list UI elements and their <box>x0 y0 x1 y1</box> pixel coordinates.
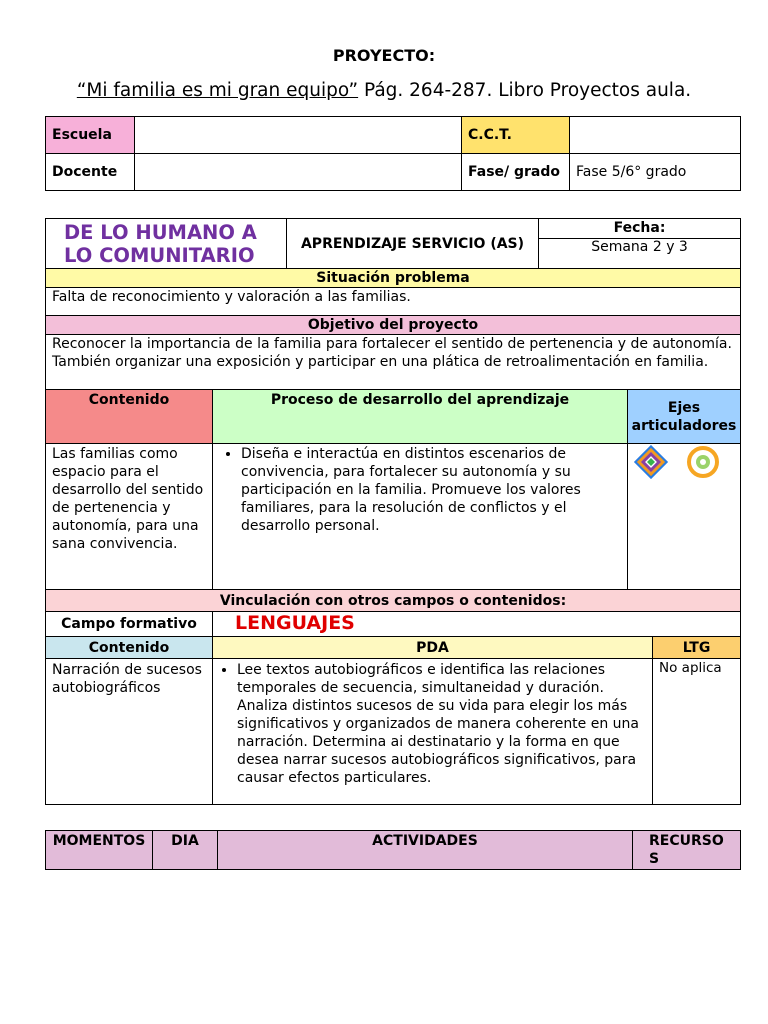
cct-label: C.C.T. <box>462 117 570 154</box>
fase-label: Fase/ grado <box>462 154 570 191</box>
docente-label: Docente <box>46 154 135 191</box>
pda-text: • Lee textos autobiográficos e identifica las relaciones temporales de secuencia, simultaneidad y duración. Analiza distintos sucesos de su vida para elegir los más significativos y organizados de manera coherente en una narración. Determina ai destinatario y la forma en que desea narrar sucesos autobiográficos significativos, para causar efectos particulares. <box>237 661 646 787</box>
contenido2-header: Contenido <box>46 637 213 659</box>
project-subtitle <box>0 80 768 101</box>
situacion-label: Situación problema <box>46 269 741 288</box>
escuela-field[interactable] <box>135 117 462 154</box>
inclusion-diamond-icon <box>634 445 668 484</box>
project-pages: Pág. 264-287. Libro Proyectos aula. <box>358 80 692 101</box>
project-table <box>45 218 741 805</box>
contenido-header: Contenido <box>46 390 213 444</box>
docente-field[interactable] <box>135 154 462 191</box>
campo-formativo-label: Campo formativo <box>46 612 213 637</box>
ltg-text: No aplica <box>653 659 741 805</box>
fecha-label: Fecha: <box>539 219 741 239</box>
cct-field[interactable] <box>570 117 741 154</box>
campo-formativo-value: LENGUAJES <box>235 612 355 634</box>
recursos-header: RECURSOS <box>633 831 741 870</box>
activities-table <box>45 830 741 870</box>
proceso-cell <box>213 444 628 590</box>
campo-formativo-title: DE LO HUMANO A LO COMUNITARIO <box>46 219 287 269</box>
pda-header: PDA <box>213 637 653 659</box>
metodologia: APRENDIZAJE SERVICIO (AS) <box>287 219 539 269</box>
escuela-label: Escuela <box>46 117 135 154</box>
campo-formativo-value-cell <box>213 612 741 637</box>
objetivo-label: Objetivo del proyecto <box>46 316 741 335</box>
ltg-header: LTG <box>653 637 741 659</box>
contenido2-text: Narración de sucesos autobiográficos <box>46 659 213 805</box>
proceso-text: • Diseña e interactúa en distintos escenarios de convivencia, para fortalecer su autonomía y su participación en la familia. Promueve los valores familiares, para la resolución de conflictos y el desarrollo personal. <box>241 445 621 535</box>
vinculacion-label: Vinculación con otros campos o contenidos: <box>46 590 741 612</box>
fecha-value: Semana 2 y 3 <box>539 239 741 269</box>
info-table <box>45 116 741 191</box>
actividades-header: ACTIVIDADES <box>218 831 633 870</box>
fase-field[interactable]: Fase 5/6° grado <box>570 154 741 191</box>
pda-cell <box>213 659 653 805</box>
ejes-icons <box>628 444 741 590</box>
ejes-header: Ejes articuladores <box>628 390 741 444</box>
momentos-header: MOMENTOS <box>46 831 153 870</box>
dia-header: DIA <box>153 831 218 870</box>
proceso-header: Proceso de desarrollo del aprendizaje <box>213 390 628 444</box>
vida-saludable-circle-icon <box>686 445 720 484</box>
contenido-text: Las familias como espacio para el desarrollo del sentido de pertenencia y autonomía, para una sana convivencia. <box>46 444 213 590</box>
objetivo-text: Reconocer la importancia de la familia para fortalecer el sentido de pertenencia y de autonomía. También organizar una exposición y participar en una plática de retroalimentación en familia. <box>46 335 741 390</box>
page-title: PROYECTO: <box>332 46 436 65</box>
situacion-text: Falta de reconocimiento y valoración a las familias. <box>46 288 741 316</box>
project-name: “Mi familia es mi gran equipo” <box>76 80 359 101</box>
